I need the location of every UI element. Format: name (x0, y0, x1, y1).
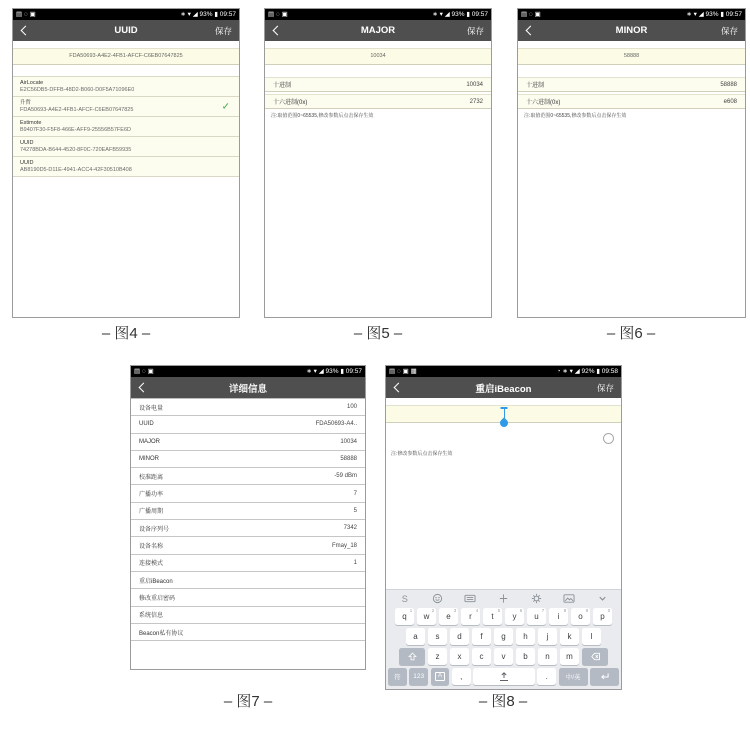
key-r[interactable]: r 4 (461, 608, 481, 625)
save-button[interactable]: 保存 (596, 382, 614, 393)
status-left-icons: ▤ ◌ ▣ (521, 11, 541, 18)
header-bar (386, 377, 621, 398)
shift-key[interactable] (399, 648, 425, 665)
keyboard-row-2 (388, 628, 619, 645)
detail-row-measured-power[interactable] (131, 468, 365, 485)
minor-body (518, 41, 745, 317)
key-q[interactable]: q 1 (395, 608, 415, 625)
space-key[interactable] (473, 668, 535, 685)
collapse-keyboard-icon[interactable] (597, 593, 608, 604)
key-o[interactable]: o 9 (571, 608, 591, 625)
list-item[interactable] (13, 117, 239, 137)
major-input[interactable]: 10034 (265, 48, 491, 65)
uuid-item-value: B9407F30-F5F8-466E-AFF9-25556B57FE6D (20, 126, 131, 133)
detail-list (131, 398, 365, 641)
keyboard-row-4 (388, 668, 619, 685)
range-note: 注:取值范围0~65535,修改参数后点击保存生效 (524, 113, 627, 119)
password-input[interactable] (386, 405, 621, 423)
save-button[interactable]: 保存 (720, 25, 738, 36)
uuid-item-name: AirLocate (20, 79, 44, 86)
text-selection-handle[interactable] (498, 417, 509, 428)
decimal-label: 十进制 (526, 83, 545, 89)
status-right-icons: ∗ ▾ ◢ 93% ▮ 09:57 (306, 368, 362, 375)
decimal-value: 10034 (466, 81, 483, 88)
decimal-value: 58888 (720, 81, 737, 88)
row-label: 设备名称 (139, 544, 164, 551)
symbols-key[interactable]: 符 (388, 668, 407, 685)
key-e[interactable]: e 3 (439, 608, 459, 625)
caption-fig6: – 图6 – (606, 325, 656, 342)
row-label: 修改重启密码 (139, 595, 176, 602)
row-label: MAJOR (139, 438, 160, 445)
page-title: MAJOR (360, 25, 396, 36)
caption-fig7: – 图7 – (223, 693, 273, 710)
save-button[interactable]: 保存 (466, 25, 484, 36)
row-value: 7342 (343, 525, 357, 532)
phone-screen-uuid (12, 8, 240, 318)
detail-row-device-name[interactable] (131, 537, 365, 554)
key-s[interactable]: s (428, 628, 448, 645)
keyboard-row-1 (388, 608, 619, 625)
detail-row-connect-mode[interactable] (131, 555, 365, 572)
uuid-input[interactable]: FDA50693-A4E2-4FB1-AFCF-C6EB07647825 (13, 48, 239, 65)
period-key[interactable]: . (537, 668, 556, 685)
key-n[interactable]: n (538, 648, 558, 665)
ime-logo-icon[interactable] (399, 593, 410, 604)
row-value: -59 dBm (334, 473, 357, 480)
status-bar (131, 366, 365, 377)
settings-gear-icon[interactable] (531, 593, 542, 604)
row-value: Fmay_18 (331, 542, 357, 549)
status-left-icons: ▤ ◌ ▣ (16, 11, 36, 18)
status-bar (265, 9, 491, 20)
phone-screen-restart (385, 365, 622, 690)
row-value: 1 (353, 559, 357, 566)
phone-screen-major (264, 8, 492, 318)
page-title: 重启iBeacon (475, 383, 532, 395)
status-bar (13, 9, 239, 20)
key-j[interactable]: j (538, 628, 558, 645)
hex-row (265, 94, 491, 109)
uuid-item-name: UUID (20, 139, 34, 146)
row-label: 广播功率 (139, 492, 164, 499)
uuid-body (13, 41, 239, 317)
page-title: MINOR (615, 25, 648, 36)
decimal-row (518, 77, 745, 92)
header-bar (13, 20, 239, 41)
row-value: 5 (353, 507, 357, 514)
minor-input[interactable]: 58888 (518, 48, 745, 65)
hex-row (518, 94, 745, 109)
page-title: 详细信息 (228, 383, 267, 395)
key-w[interactable]: w 2 (417, 608, 437, 625)
row-label: Beacon私有协议 (139, 630, 184, 637)
enter-key[interactable] (590, 668, 619, 685)
row-value: 100 (346, 404, 357, 411)
detail-row-minor[interactable] (131, 451, 365, 468)
key-v[interactable]: v (494, 648, 514, 665)
keyboard-toolbar (388, 592, 619, 605)
status-right-icons: ∗ ▾ ◢ 93% ▮ 09:57 (432, 11, 488, 18)
row-value: 7 (353, 490, 357, 497)
detail-row-uuid[interactable] (131, 416, 365, 433)
detail-row-battery[interactable] (131, 399, 365, 416)
range-note: 注:取值范围0~65535,修改参数后点击保存生效 (271, 113, 374, 119)
key-i[interactable]: i 8 (549, 608, 569, 625)
detail-row-major[interactable] (131, 434, 365, 451)
save-button[interactable]: 保存 (214, 25, 232, 36)
key-c[interactable]: c (472, 648, 492, 665)
cursor-move-icon[interactable] (498, 593, 509, 604)
uuid-list (13, 76, 239, 177)
caption-fig4: – 图4 – (101, 325, 151, 342)
uuid-item-value: AB8190D5-D11E-4941-ACC4-42F30510B408 (20, 166, 132, 173)
uuid-item-value: E2C56DB5-DFFB-48D2-B060-D0F5A71096E0 (20, 86, 135, 93)
caption-fig8: – 图8 – (478, 693, 528, 710)
status-left-icons: ▤ ◌ ▣ (268, 11, 288, 18)
row-label: 设备序列号 (139, 526, 170, 533)
uuid-item-name: Estimote (20, 119, 42, 126)
hex-label: 十六进制(0x) (526, 100, 561, 106)
restart-body (386, 398, 621, 689)
row-label: MINOR (139, 456, 159, 463)
comma-key[interactable]: , (452, 668, 471, 685)
key-z[interactable]: z (428, 648, 448, 665)
detail-body (131, 398, 365, 669)
decimal-row (265, 77, 491, 92)
keyboard-row-3 (388, 648, 619, 665)
header-bar (131, 377, 365, 398)
key-d[interactable]: d (450, 628, 470, 645)
status-right-icons: ∗ ▾ ◢ 93% ▮ 09:57 (686, 11, 742, 18)
uuid-item-value: 74278BDA-B644-4520-8F0C-720EAFB59935 (20, 146, 132, 153)
detail-row-restart[interactable] (131, 572, 365, 589)
detail-row-adv-interval[interactable] (131, 503, 365, 520)
major-body (265, 41, 491, 317)
status-right-icons: ∗ ▾ ◢ 93% ▮ 09:57 (180, 11, 236, 18)
row-label: 校准距离 (139, 474, 164, 481)
key-u[interactable]: u 7 (527, 608, 547, 625)
list-item[interactable] (13, 157, 239, 177)
backspace-key[interactable] (582, 648, 608, 665)
hex-value: e608 (723, 98, 737, 105)
list-item[interactable] (13, 137, 239, 157)
svg-text:S: S (401, 594, 408, 604)
detail-row-private-protocol[interactable] (131, 624, 365, 641)
detail-row-system-info[interactable] (131, 607, 365, 624)
uuid-item-name: UUID (20, 159, 34, 166)
restart-note: 注:修改参数后点击保存生效 (391, 451, 453, 457)
row-label: 重启iBeacon (139, 578, 173, 585)
letter-mode-key[interactable]: A (431, 668, 450, 685)
page-title: UUID (114, 25, 138, 36)
status-bar (386, 366, 621, 377)
key-m[interactable]: m (560, 648, 580, 665)
header-bar (518, 20, 745, 41)
row-label: 广播周期 (139, 509, 164, 516)
key-x[interactable]: x (450, 648, 470, 665)
key-b[interactable]: b (516, 648, 536, 665)
caption-fig5: – 图5 – (353, 325, 403, 342)
hex-label: 十六进制(0x) (273, 100, 308, 106)
row-label: 系统信息 (139, 613, 164, 620)
status-left-icons: ▤ ◌ ▣ ▦ (389, 368, 417, 375)
key-k[interactable]: k (560, 628, 580, 645)
key-y[interactable]: y 6 (505, 608, 525, 625)
status-left-icons: ▤ ◌ ▣ (134, 368, 154, 375)
row-label: 设备电量 (139, 405, 164, 412)
key-p[interactable]: p 0 (593, 608, 613, 625)
space-swipe-up-icon (498, 672, 510, 682)
key-h[interactable]: h (516, 628, 536, 645)
decimal-label: 十进制 (273, 83, 292, 89)
key-l[interactable]: l (582, 628, 602, 645)
keyboard-layout-icon[interactable] (464, 593, 476, 604)
hex-value: 2732 (469, 98, 483, 105)
list-item-selected[interactable] (13, 97, 239, 117)
row-value: 10034 (340, 438, 357, 445)
numbers-key[interactable]: 123 (409, 668, 428, 685)
uuid-item-value: FDA50693-A4E2-4FB1-AFCF-C6EB07647825 (20, 106, 134, 113)
key-g[interactable]: g (494, 628, 514, 645)
row-value: FDA50693-A4.. (315, 421, 357, 428)
show-password-radio[interactable] (603, 433, 614, 444)
phone-screen-minor (517, 8, 746, 318)
detail-row-change-password[interactable] (131, 589, 365, 606)
detail-row-serial[interactable] (131, 520, 365, 537)
list-item[interactable] (13, 77, 239, 97)
image-panel-icon[interactable] (563, 593, 575, 604)
status-bar (518, 9, 745, 20)
checkmark-icon: ✓ (221, 101, 230, 112)
emoji-icon[interactable] (432, 593, 443, 604)
keyboard (386, 589, 621, 689)
header-bar (265, 20, 491, 41)
row-label: UUID (139, 421, 154, 428)
key-t[interactable]: t 5 (483, 608, 503, 625)
detail-row-tx-power[interactable] (131, 485, 365, 502)
row-value: 58888 (340, 456, 357, 463)
phone-screen-detail (130, 365, 366, 670)
key-f[interactable]: f (472, 628, 492, 645)
status-right-icons: ◔ ∗ ▾ ◢ 92% ▮ 09:58 (556, 368, 618, 375)
key-a[interactable]: a (406, 628, 426, 645)
lang-toggle-key[interactable]: 中/英 (559, 668, 588, 685)
uuid-item-name: 升哲 (20, 99, 32, 106)
row-label: 连接模式 (139, 561, 164, 568)
